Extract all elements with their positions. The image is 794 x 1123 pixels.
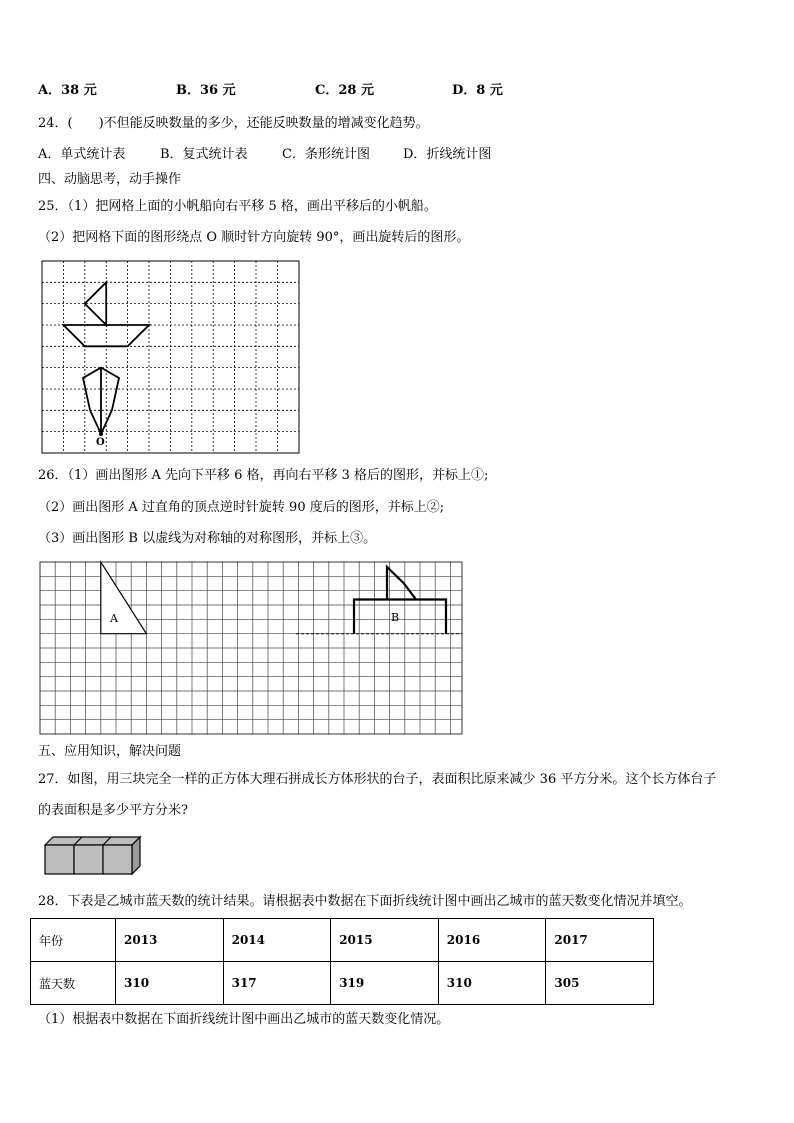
q26-part2: （2）画出图形 A 过直角的顶点逆时针旋转 90 度后的图形，并标上②;: [38, 500, 445, 515]
q27-line1: 27．如图，用三块完全一样的正方体大理石拼成长方体形状的台子，表面积比原来减少 36 平方分米。这个长方体台子: [38, 772, 717, 787]
table-cell: 319: [331, 962, 439, 1005]
q24-option-a: A．单式统计表: [38, 147, 126, 162]
table-row: [31, 962, 654, 1005]
q28-part1: （1）根据表中数据在下面折线统计图中画出乙城市的蓝天数变化情况。: [38, 1012, 450, 1027]
section5-title: 五、应用知识，解决问题: [38, 744, 182, 759]
q25-part2: （2）把网格下面的图形绕点 O 顺时针方向旋转 90°，画出旋转后的图形。: [38, 230, 470, 245]
table-cell: 317: [223, 962, 331, 1005]
q28-data-table: [30, 918, 654, 1005]
q24-option-b: B．复式统计表: [160, 147, 248, 162]
q25-grid: [42, 261, 299, 453]
q25-point-o: [99, 432, 103, 436]
table-cell: 2016: [438, 919, 546, 962]
table-cell: 2014: [223, 919, 331, 962]
q26-shape-a-label: A: [110, 612, 118, 625]
table-cell: 2013: [116, 919, 224, 962]
q24-option-d: D．折线统计图: [403, 147, 492, 162]
q23-option-a: A．38 元: [38, 83, 97, 98]
q25-grid-figure: [42, 261, 302, 457]
table-row: [31, 919, 654, 962]
q25-part1: 25．（1）把网格上面的小帆船向右平移 5 格，画出平移后的小帆船。: [38, 199, 437, 214]
q25-kite: [83, 368, 119, 434]
table-cell: 310: [116, 962, 224, 1005]
q25-sailboat: [63, 282, 149, 346]
q24-option-c: C．条形统计图: [282, 147, 370, 162]
q23-option-c: C．28 元: [315, 83, 374, 98]
q26-shape-a: [101, 562, 147, 634]
q26-part1: 26．（1）画出图形 A 先向下平移 6 格，再向右平移 3 格后的图形，并标上①;: [38, 468, 489, 483]
table-cell: 2017: [546, 919, 654, 962]
section4-title: 四、动脑思考，动手操作: [38, 172, 182, 187]
table-header-year: 年份: [31, 919, 116, 962]
q24-stem: 24．( )不但能反映数量的多少，还能反映数量的增减变化趋势。: [38, 116, 429, 131]
table-cell: 310: [438, 962, 546, 1005]
q25-point-o-label: O: [96, 437, 105, 448]
table-cell: 305: [546, 962, 654, 1005]
q26-shape-b: [354, 567, 446, 634]
q23-option-b: B．36 元: [176, 83, 236, 98]
q26-shape-b-label: B: [391, 611, 400, 624]
q27-cuboid-figure: [45, 834, 141, 876]
q23-option-d: D．8 元: [452, 83, 503, 98]
q27-line2: 的表面积是多少平方分米?: [38, 803, 188, 818]
q26-grid-figure: [40, 562, 466, 738]
table-header-blue-sky-days: 蓝天数: [31, 962, 116, 1005]
table-cell: 2015: [331, 919, 439, 962]
q28-stem: 28．下表是乙城市蓝天数的统计结果。请根据表中数据在下面折线统计图中画出乙城市的蓝天数变化情况并填空。: [38, 894, 692, 909]
q26-part3: （3）画出图形 B 以虚线为对称轴的对称图形，并标上③。: [38, 531, 377, 546]
